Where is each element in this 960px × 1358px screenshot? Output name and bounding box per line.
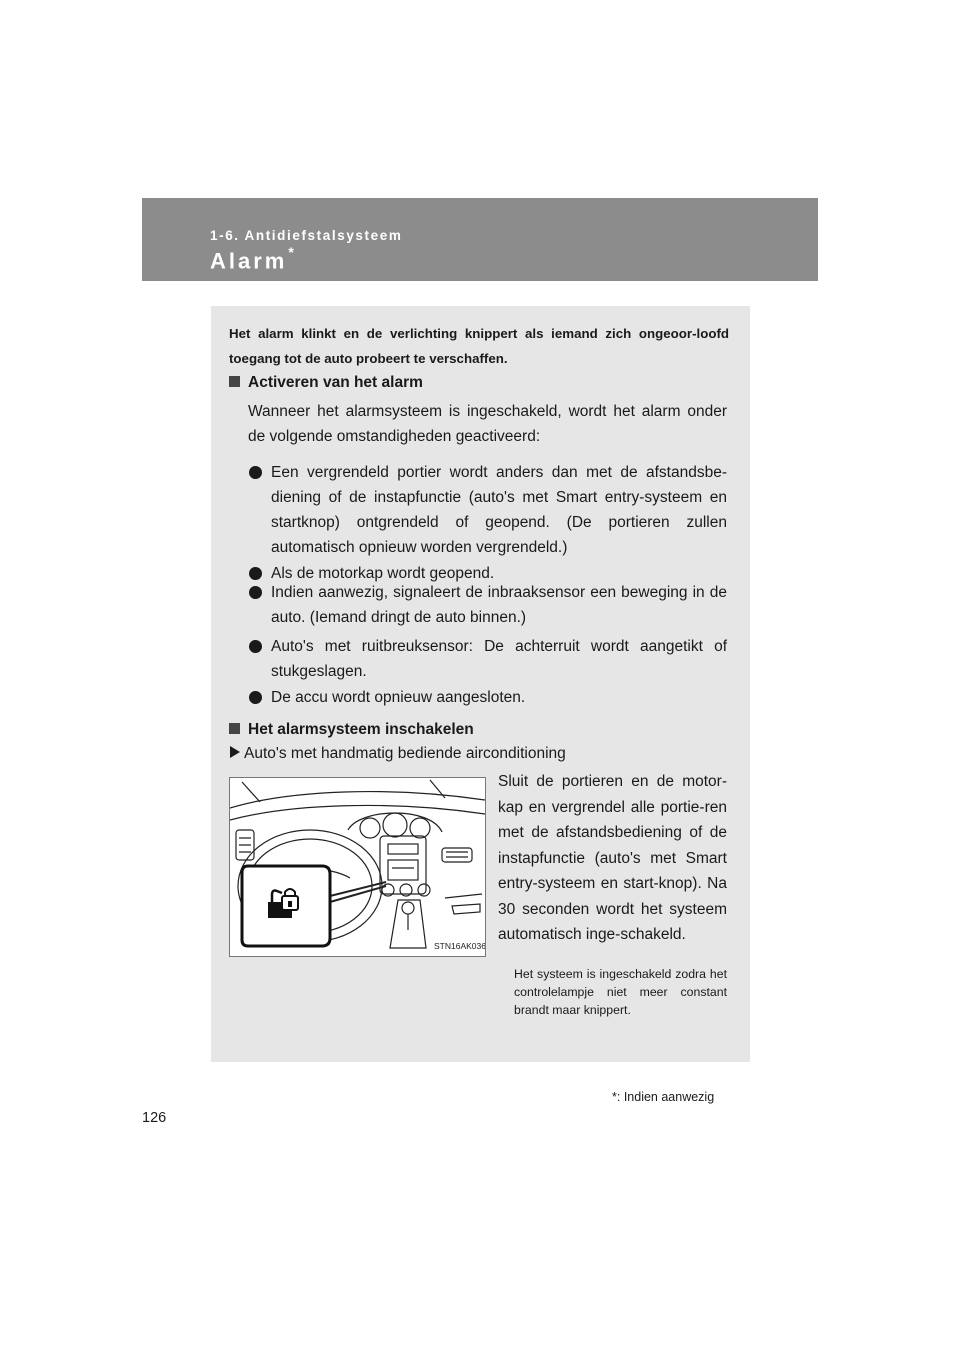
- list-item-text: Auto's met ruitbreuksensor: De achterruit wordt aangetikt of stukgeslagen.: [271, 638, 727, 680]
- heading-enable-alarm: [229, 721, 474, 739]
- triangle-pointer-icon: [230, 746, 240, 758]
- footnote-text: : Indien aanwezig: [616, 1090, 715, 1104]
- heading-enable-text: Het alarmsysteem inschakelen: [248, 721, 474, 738]
- variant-label: [230, 745, 566, 763]
- footnote-asterisk-icon: *: [612, 1090, 617, 1104]
- list-item-text: Indien aanwezig, signaleert de inbraaksensor een beweging in de auto. (Iemand dringt de auto binnen.): [271, 584, 727, 626]
- title-asterisk: *: [288, 244, 297, 260]
- bullet-dot-icon: [249, 691, 262, 704]
- bullet-dot-icon: [249, 466, 262, 479]
- bullet-dot-icon: [249, 567, 262, 580]
- page-title-text: Alarm: [210, 248, 288, 274]
- list-item: [249, 634, 727, 684]
- square-bullet-icon: [229, 723, 240, 734]
- list-item-text: Als de motorkap wordt geopend.: [271, 565, 495, 582]
- chapter-header-band: [142, 198, 818, 281]
- section-label: 1-6. Antidiefstalsysteem: [210, 228, 403, 243]
- list-item-text: Een vergrendeld portier wordt anders dan met de afstandsbe-diening of de instapfunctie (auto's met Smart entry-systeem en startknop) ontgrendeld of geopend. (De portieren zullen automatisch opnieuw worden vergrendeld.): [271, 464, 727, 556]
- square-bullet-icon: [229, 376, 240, 387]
- list-item: [249, 580, 727, 630]
- list-item-text: De accu wordt opnieuw aangesloten.: [271, 689, 526, 706]
- page-title: [210, 244, 297, 274]
- enable-instruction: Sluit de portieren en de motor-kap en vergrendel alle portie-ren met de afstandsbediening of de instapfunctie (auto's met Smart entry-systeem en start-knop). Na 30 seconden wordt het systeem automatisch inge-schakeld.: [498, 773, 727, 943]
- heading-activate-text: Activeren van het alarm: [248, 374, 423, 391]
- enable-note: Het systeem is ingeschakeld zodra het controlelampje niet meer constant brandt maar knippert.: [514, 967, 727, 1017]
- illustration-code: STN16AK036: [434, 941, 485, 951]
- footnote: [612, 1090, 714, 1104]
- intro-paragraph: Het alarm klinkt en de verlichting knippert als iemand zich ongeoor-loofd toegang tot de auto probeert te verschaffen.: [229, 326, 729, 366]
- list-item: [249, 685, 727, 710]
- dashboard-illustration: [229, 777, 486, 957]
- dashboard-drawing: [230, 778, 485, 956]
- activate-paragraph: Wanneer het alarmsysteem is ingeschakeld, wordt het alarm onder de volgende omstandigheden geactiveerd:: [248, 403, 727, 445]
- heading-activate-alarm: [229, 374, 423, 392]
- bullet-dot-icon: [249, 640, 262, 653]
- bullet-dot-icon: [249, 586, 262, 599]
- page-number: 126: [142, 1110, 167, 1126]
- list-item: [249, 460, 727, 560]
- variant-label-text: Auto's met handmatig bediende airconditioning: [244, 745, 566, 762]
